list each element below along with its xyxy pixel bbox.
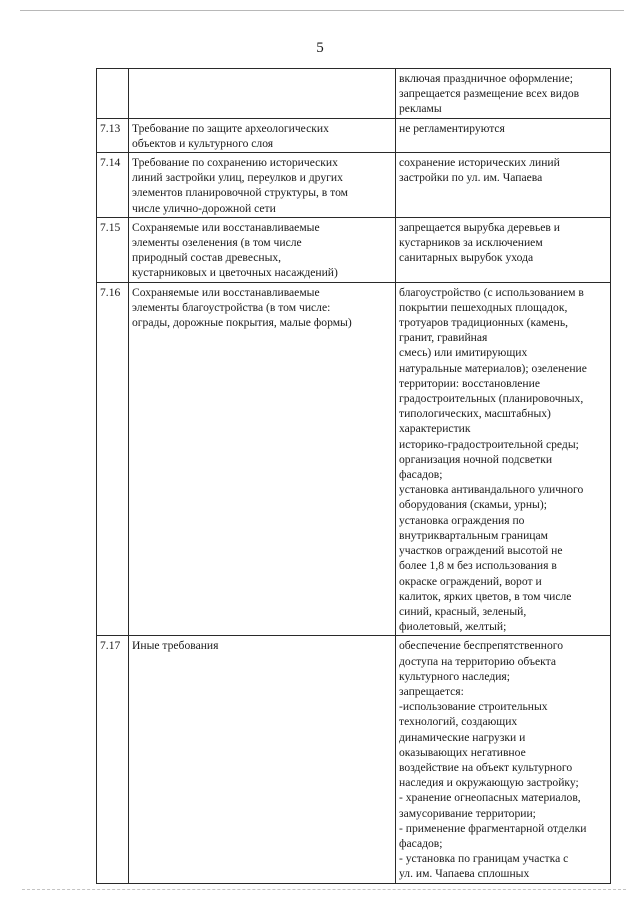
requirement-name-line: элементы озеленения (в том числе <box>132 236 302 250</box>
requirement-value <box>396 69 611 119</box>
requirement-name-line: объектов и культурного слоя <box>132 136 274 150</box>
requirement-value-line: фасадов; <box>399 468 443 482</box>
requirement-name-line: Требование по сохранению исторических <box>132 156 338 170</box>
requirement-value-line: калиток, ярких цветов, в том числе <box>399 589 572 603</box>
requirement-name <box>129 153 396 218</box>
requirement-value-line: фиолетовый, желтый; <box>399 620 507 634</box>
requirement-value-line: фасадов; <box>399 836 443 850</box>
requirement-value <box>396 636 611 883</box>
requirement-value-line: синий, красный, зеленый, <box>399 604 527 618</box>
requirement-name <box>129 282 396 636</box>
requirement-value-line: покрытии пешеходных площадок, <box>399 300 568 314</box>
requirement-value-line: запрещается вырубка деревьев и <box>399 220 560 234</box>
requirement-value-line: установка антивандального уличного <box>399 483 584 497</box>
requirement-value-line: ул. им. Чапаева сплошных <box>399 867 530 881</box>
requirement-value-line: сохранение исторических линий <box>399 156 560 170</box>
requirement-name-line: природный состав древесных, <box>132 251 282 265</box>
requirement-value-line: оборудования (скамьи, урны); <box>399 498 547 512</box>
requirement-name <box>129 636 396 883</box>
requirement-name-line: элементы благоустройства (в том числе: <box>132 300 331 314</box>
requirement-value-line: типологических, масштабных) <box>399 407 551 421</box>
requirement-value-line: территории: восстановление <box>399 376 540 390</box>
row-number: 7.16 <box>97 282 129 636</box>
requirement-value-line: натуральные материалов); озеленение <box>399 361 587 375</box>
row-number: 7.13 <box>97 118 129 152</box>
requirement-value-line: историко-градостроительной среды; <box>399 437 579 451</box>
requirements-table <box>96 68 611 884</box>
requirement-name <box>129 118 396 152</box>
requirement-value-line: застройки по ул. им. Чапаева <box>399 171 543 185</box>
requirement-value-line: организация ночной подсветки <box>399 452 553 466</box>
requirement-value-line: градостроительных (планировочных, <box>399 392 584 406</box>
requirement-value-line: - применение фрагментарной отделки <box>399 821 587 835</box>
requirement-value-line: кустарников за исключением <box>399 236 543 250</box>
requirement-value-line: окраске ограждений, ворот и <box>399 574 542 588</box>
requirement-value-line: более 1,8 м без использования в <box>399 559 557 573</box>
requirement-value-line: тротуаров традиционных (камень, <box>399 316 569 330</box>
table-row <box>97 636 611 883</box>
requirement-value-line: обеспечение беспрепятственного <box>399 639 564 653</box>
requirement-value-line: участков ограждений высотой не <box>399 544 563 558</box>
requirement-value-line: -использование строительных <box>399 700 548 714</box>
requirement-name <box>129 217 396 282</box>
requirement-value-line: доступа на территорию объекта <box>399 654 557 668</box>
table-row <box>97 69 611 119</box>
requirement-value-line: технологий, создающих <box>399 715 518 729</box>
requirement-value <box>396 217 611 282</box>
row-number: 7.17 <box>97 636 129 883</box>
requirement-name-line: Сохраняемые или восстанавливаемые <box>132 285 320 299</box>
row-number <box>97 69 129 119</box>
requirement-name-line: Сохраняемые или восстанавливаемые <box>132 220 320 234</box>
table-row <box>97 118 611 152</box>
requirement-value-line: запрещается размещение всех видов <box>399 87 580 101</box>
requirement-value-line: характеристик <box>399 422 471 436</box>
page-number: 5 <box>316 40 324 56</box>
requirement-value <box>396 118 611 152</box>
table-row <box>97 282 611 636</box>
requirement-value-line: замусоривание территории; <box>399 806 536 820</box>
top-scan-rule <box>20 10 624 11</box>
requirement-name-line: кустарниковых и цветочных насаждений) <box>132 266 338 280</box>
requirement-value-line: - хранение огнеопасных материалов, <box>399 791 581 805</box>
table-body <box>97 69 611 884</box>
requirement-name-line: ограды, дорожные покрытия, малые формы) <box>132 316 352 330</box>
requirement-name-line: элементов планировочной структуры, в том <box>132 186 349 200</box>
requirement-value-line: санитарных вырубок ухода <box>399 251 534 265</box>
requirement-value-line: гранит, гравийная <box>399 331 488 345</box>
requirement-value-line: благоустройство (с использованием в <box>399 285 584 299</box>
requirement-value-line: динамические нагрузки и <box>399 730 526 744</box>
bottom-scan-rule <box>22 889 626 890</box>
requirement-name-line: числе улично-дорожной сети <box>132 201 276 215</box>
table-row <box>97 217 611 282</box>
requirement-value <box>396 282 611 636</box>
requirement-value-line: запрещается: <box>399 684 464 698</box>
requirement-value-line: не регламентируются <box>399 121 505 135</box>
row-number: 7.14 <box>97 153 129 218</box>
requirement-value-line: культурного наследия; <box>399 669 510 683</box>
requirement-value-line: рекламы <box>399 102 442 116</box>
requirement-value-line: включая праздничное оформление; <box>399 72 573 85</box>
requirement-value <box>396 153 611 218</box>
requirement-value-line: - установка по границам участка с <box>399 852 569 866</box>
requirement-value-line: оказывающих негативное <box>399 745 526 759</box>
requirement-name-line: Иные требования <box>132 639 219 653</box>
requirement-name <box>129 69 396 119</box>
requirement-value-line: установка ограждения по <box>399 513 525 527</box>
requirement-value-line: воздействие на объект культурного <box>399 760 573 774</box>
row-number: 7.15 <box>97 217 129 282</box>
requirement-value-line: смесь) или имитирующих <box>399 346 528 360</box>
table-row <box>97 153 611 218</box>
requirement-value-line: наследия и окружающую застройку; <box>399 776 579 790</box>
requirement-name-line: линий застройки улиц, переулков и других <box>132 171 343 185</box>
requirement-value-line: внутриквартальным границам <box>399 528 548 542</box>
requirement-name-line: Требование по защите археологических <box>132 121 329 135</box>
